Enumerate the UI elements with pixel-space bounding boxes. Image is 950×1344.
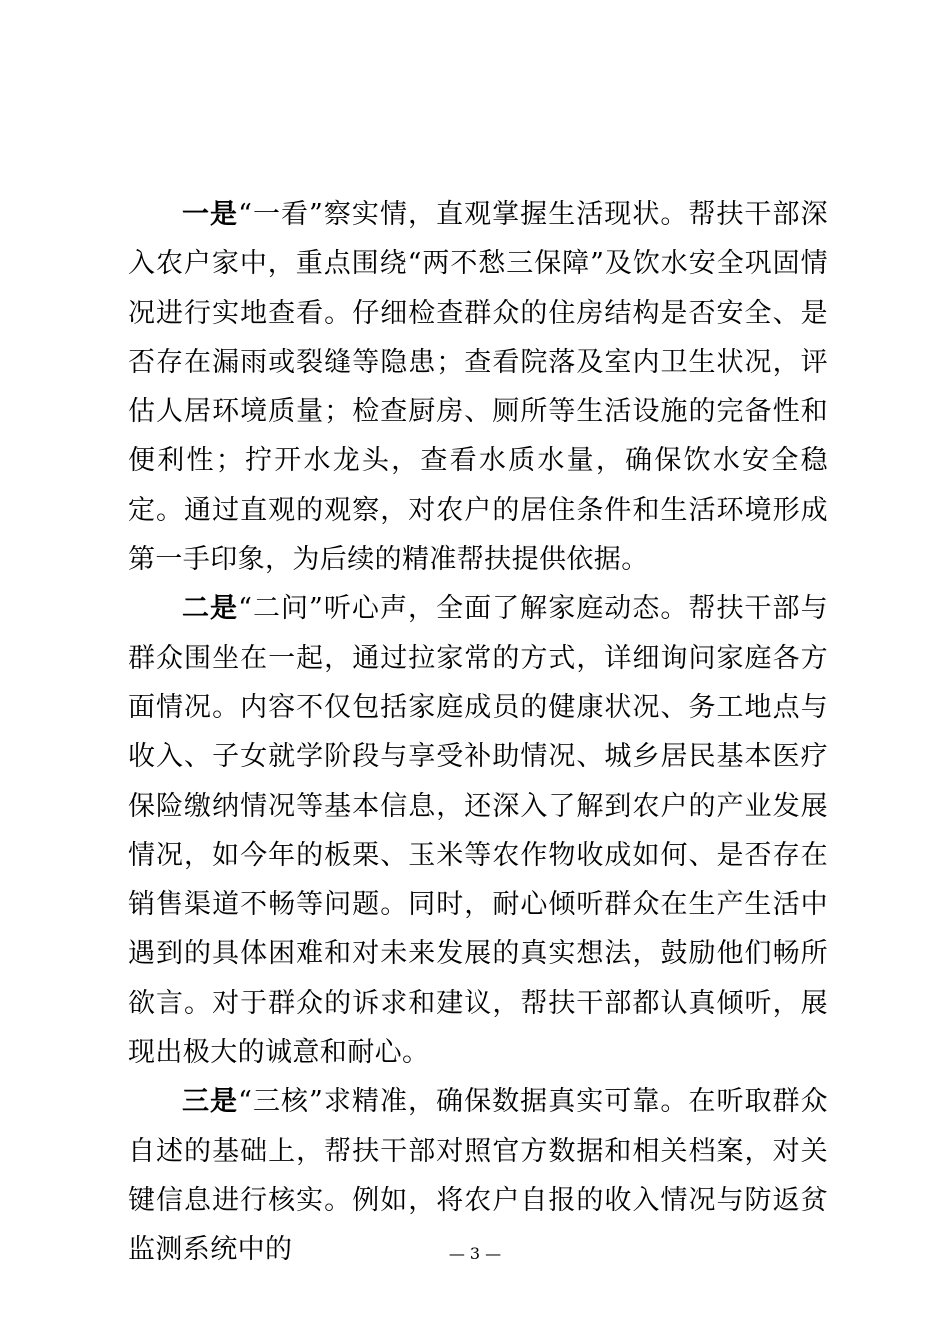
paragraph-three-lead: 三是 [182,1086,239,1118]
document-body [128,190,828,1275]
paragraph-two-text: “二问”听心声，全面了解家庭动态。帮扶干部与群众围坐在一起，通过拉家常的方式，详细询问家庭各方面情况。内容不仅包括家庭成员的健康状况、务工地点与收入、子女就学阶段与享受补助情况、城乡居民基本医疗保险缴纳情况等基本信息，还深入了解到农户的产业发展情况，如今年的板栗、玉米等农作物收成如何、是否存在销售渠道不畅等问题。同时，耐心倾听群众在生产生活中遇到的具体困难和对未来发展的真实想法，鼓励他们畅所欲言。对于群众的诉求和建议，帮扶干部都认真倾听，展现出极大的诚意和耐心。 [128,593,828,1069]
paragraph-one [128,190,828,584]
paragraph-one-lead: 一是 [182,199,239,230]
paragraph-three-text: “三核”求精准，确保数据真实可靠。在听取群众自述的基础上，帮扶干部对照官方数据和相关档案，对关键信息进行核实。例如，将农户自报的收入情况与防返贫监测系统中的 [128,1086,828,1266]
paragraph-two [128,584,828,1077]
page-number: — 3 — [448,1244,502,1263]
paragraph-two-lead: 二是 [182,593,239,625]
paragraph-one-text: “一看”察实情，直观掌握生活现状。帮扶干部深入农户家中，重点围绕“两不愁三保障”及饮水安全巩固情况进行实地查看。仔细检查群众的住房结构是否安全、是否存在漏雨或裂缝等隐患；查看院落及室内卫生状况，评估人居环境质量；检查厨房、厕所等生活设施的完备性和便利性；拧开水龙头，查看水质水量，确保饮水安全稳定。通过直观的观察，对农户的居住条件和生活环境形成第一手印象，为后续的精准帮扶提供依据。 [128,199,828,576]
